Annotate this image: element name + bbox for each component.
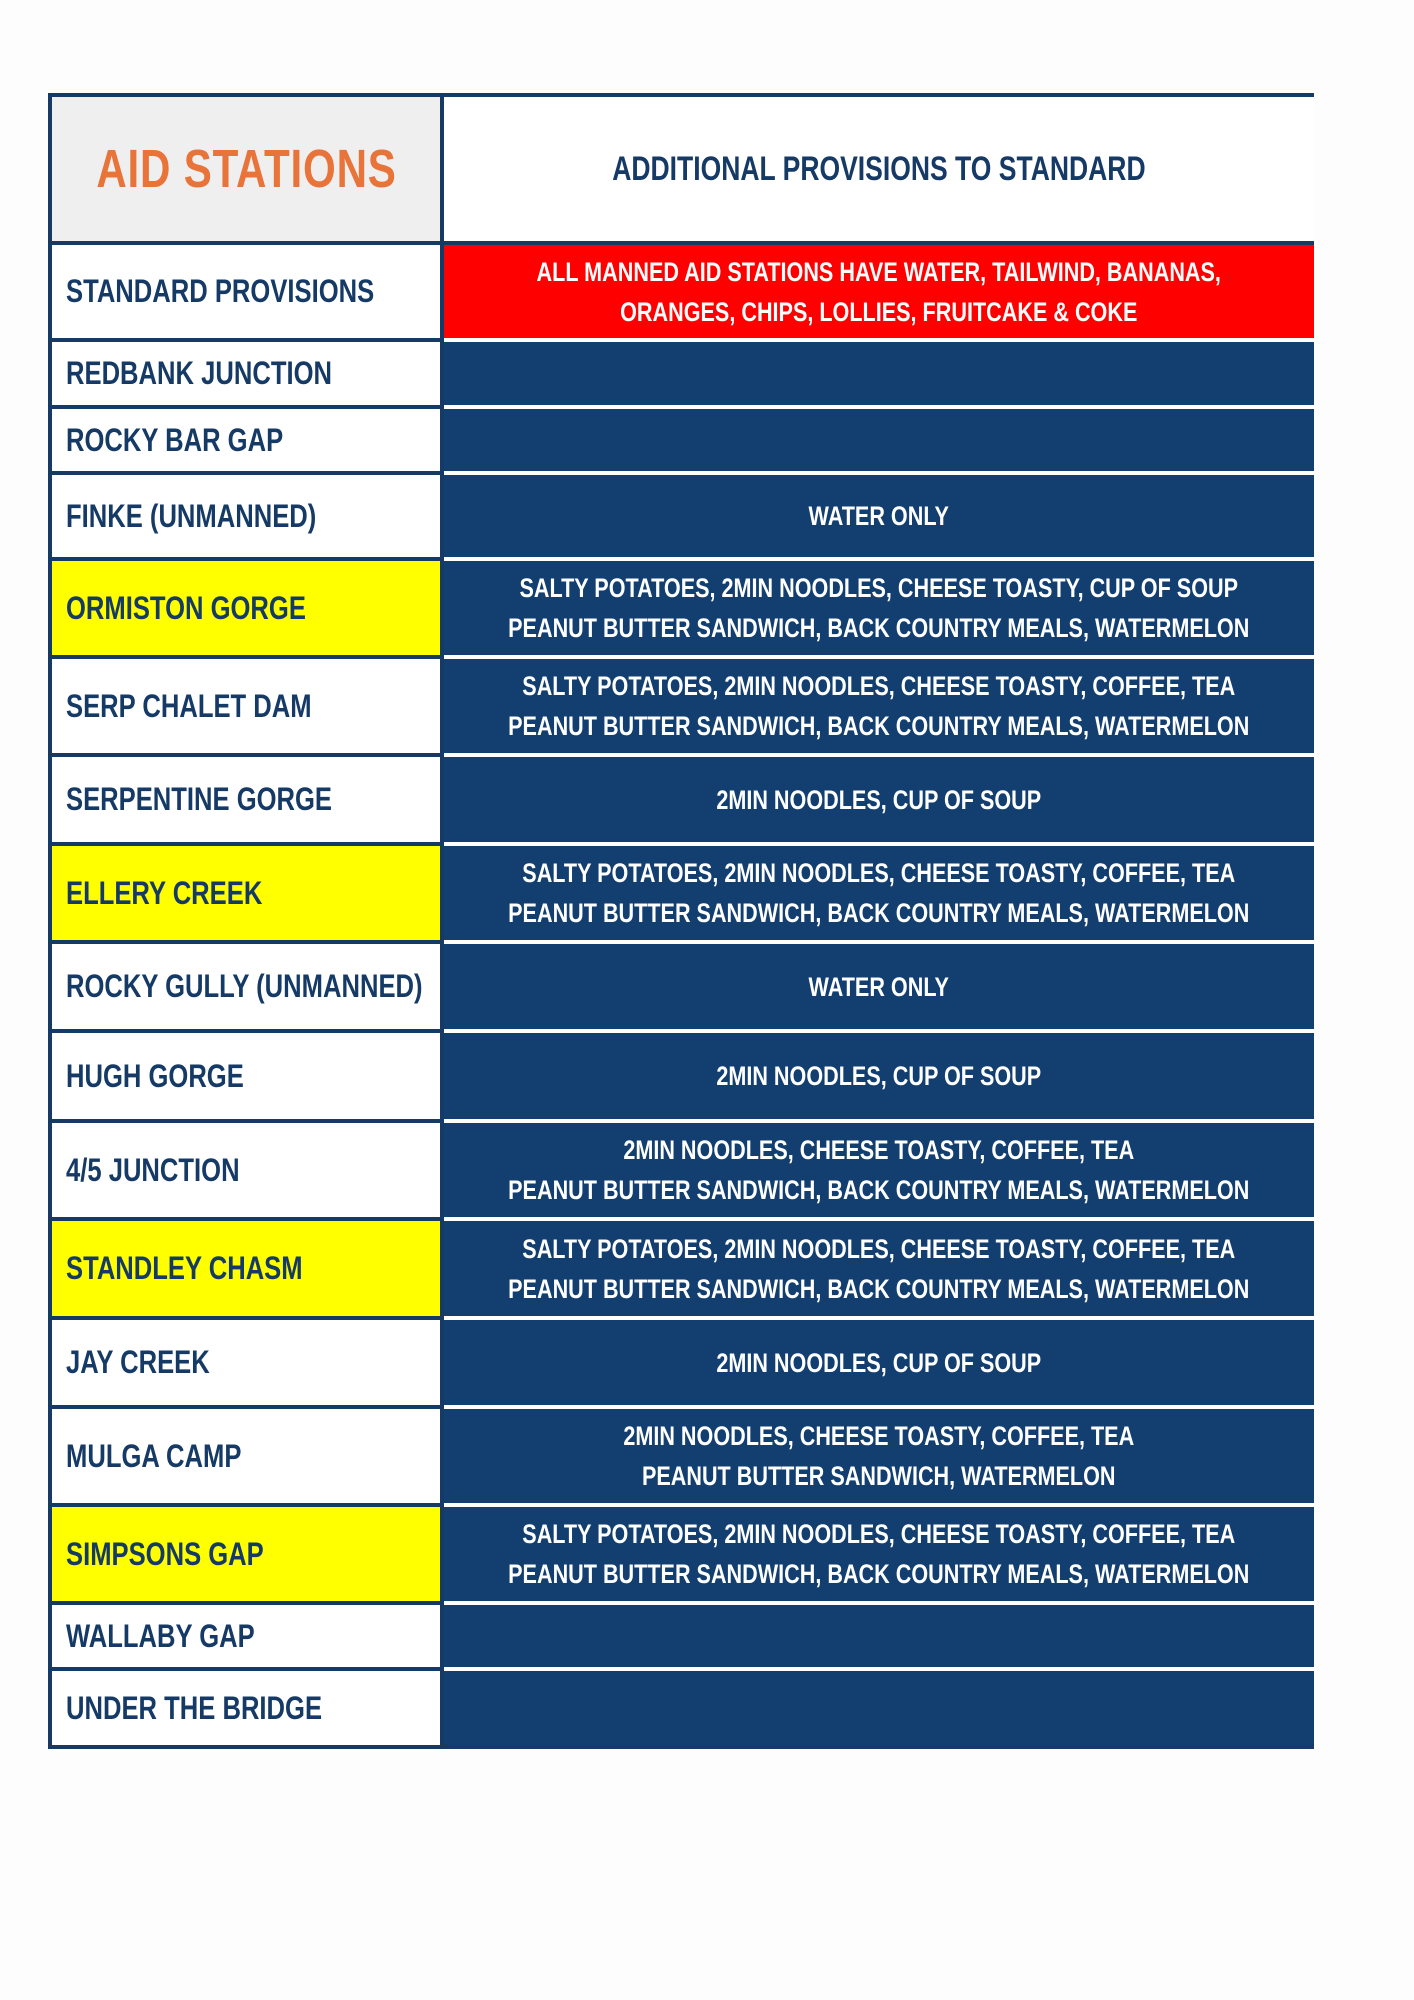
station-name-cell — [52, 557, 444, 655]
station-provisions-cell — [444, 1119, 1314, 1217]
station-provisions-cell — [444, 655, 1314, 753]
station-name-cell — [52, 405, 444, 471]
station-provisions-cell — [444, 940, 1314, 1029]
station-provisions-cell — [444, 1029, 1314, 1119]
station-name-cell — [52, 1601, 444, 1667]
station-name: ROCKY BAR GAP — [66, 421, 284, 458]
station-name: WALLABY GAP — [66, 1617, 255, 1654]
station-provisions-cell — [444, 557, 1314, 655]
station-name: HUGH GORGE — [66, 1057, 244, 1094]
station-provisions: WATER ONLY — [808, 501, 950, 531]
station-name: STANDLEY CHASM — [66, 1250, 303, 1286]
station-provisions: 2MIN NOODLES, CUP OF SOUP — [716, 1347, 1042, 1378]
station-name: ORMISTON GORGE — [66, 589, 306, 626]
station-name-cell — [52, 471, 444, 557]
station-provisions: SALTY POTATOES, 2MIN NOODLES, CHEESE TOASTY, COFFEE, TEA PEANUT BUTTER SANDWICH, BACK COUNTRY MEALS, WATERMELON — [508, 1519, 1250, 1589]
station-name-cell — [52, 1316, 444, 1405]
station-name: JAY CREEK — [66, 1344, 210, 1380]
station-provisions-cell — [444, 405, 1314, 471]
station-name: 4/5 JUNCTION — [66, 1151, 240, 1188]
station-name-cell — [52, 940, 444, 1029]
station-provisions: SALTY POTATOES, 2MIN NOODLES, CHEESE TOASTY, CUP OF SOUP PEANUT BUTTER SANDWICH, BACK COUNTRY MEALS, WATERMELON — [508, 573, 1250, 643]
station-name-cell — [52, 1405, 444, 1503]
station-name-cell — [52, 338, 444, 405]
station-provisions-cell — [444, 1601, 1314, 1667]
station-name: ROCKY GULLY (UNMANNED) — [66, 968, 423, 1004]
station-provisions: 2MIN NOODLES, CHEESE TOASTY, COFFEE, TEA PEANUT BUTTER SANDWICH, BACK COUNTRY MEALS, WATERMELON — [508, 1135, 1250, 1205]
station-name: STANDARD PROVISIONS — [66, 273, 375, 309]
station-provisions: 2MIN NOODLES, CUP OF SOUP — [716, 784, 1042, 815]
station-name-cell — [52, 1217, 444, 1316]
station-name: UNDER THE BRIDGE — [66, 1689, 323, 1726]
provisions-heading — [444, 97, 1314, 241]
station-name-cell — [52, 1029, 444, 1119]
station-name: ELLERY CREEK — [66, 874, 263, 911]
station-provisions: 2MIN NOODLES, CUP OF SOUP — [716, 1061, 1042, 1091]
station-provisions-cell — [444, 471, 1314, 557]
station-provisions: ALL MANNED AID STATIONS HAVE WATER, TAILWIND, BANANAS, ORANGES, CHIPS, LOLLIES, FRUITCAKE & COKE — [536, 256, 1222, 327]
station-provisions-cell — [444, 241, 1314, 338]
station-name: MULGA CAMP — [66, 1437, 242, 1474]
station-provisions-cell — [444, 1503, 1314, 1601]
station-provisions: WATER ONLY — [808, 971, 950, 1002]
station-name: SERPENTINE GORGE — [66, 781, 332, 817]
station-name: SIMPSONS GAP — [66, 1535, 264, 1572]
station-name: REDBANK JUNCTION — [66, 355, 332, 391]
station-name-cell — [52, 842, 444, 940]
station-provisions-cell — [444, 1405, 1314, 1503]
provisions-title: ADDITIONAL PROVISIONS TO STANDARD — [612, 149, 1146, 188]
station-provisions-cell — [444, 753, 1314, 842]
station-provisions: SALTY POTATOES, 2MIN NOODLES, CHEESE TOASTY, COFFEE, TEA PEANUT BUTTER SANDWICH, BACK COUNTRY MEALS, WATERMELON — [508, 858, 1250, 928]
station-name-cell — [52, 655, 444, 753]
station-provisions-cell — [444, 338, 1314, 405]
station-provisions-cell — [444, 1667, 1314, 1745]
station-provisions-cell — [444, 1217, 1314, 1316]
aid-stations-title: AID STATIONS — [95, 139, 397, 199]
station-name: FINKE (UNMANNED) — [66, 497, 317, 534]
station-name-cell — [52, 1119, 444, 1217]
station-provisions-cell — [444, 1316, 1314, 1405]
station-name-cell — [52, 1503, 444, 1601]
station-provisions: SALTY POTATOES, 2MIN NOODLES, CHEESE TOASTY, COFFEE, TEA PEANUT BUTTER SANDWICH, BACK COUNTRY MEALS, WATERMELON — [508, 671, 1250, 741]
station-name: SERP CHALET DAM — [66, 687, 312, 724]
station-provisions: SALTY POTATOES, 2MIN NOODLES, CHEESE TOASTY, COFFEE, TEA PEANUT BUTTER SANDWICH, BACK COUNTRY MEALS, WATERMELON — [508, 1233, 1250, 1304]
station-name-cell — [52, 241, 444, 338]
station-name-cell — [52, 1667, 444, 1745]
station-provisions: 2MIN NOODLES, CHEESE TOASTY, COFFEE, TEA PEANUT BUTTER SANDWICH, WATERMELON — [623, 1421, 1135, 1491]
station-name-cell — [52, 753, 444, 842]
aid-stations-heading — [52, 97, 444, 241]
station-provisions-cell — [444, 842, 1314, 940]
aid-stations-table — [48, 93, 1314, 1749]
